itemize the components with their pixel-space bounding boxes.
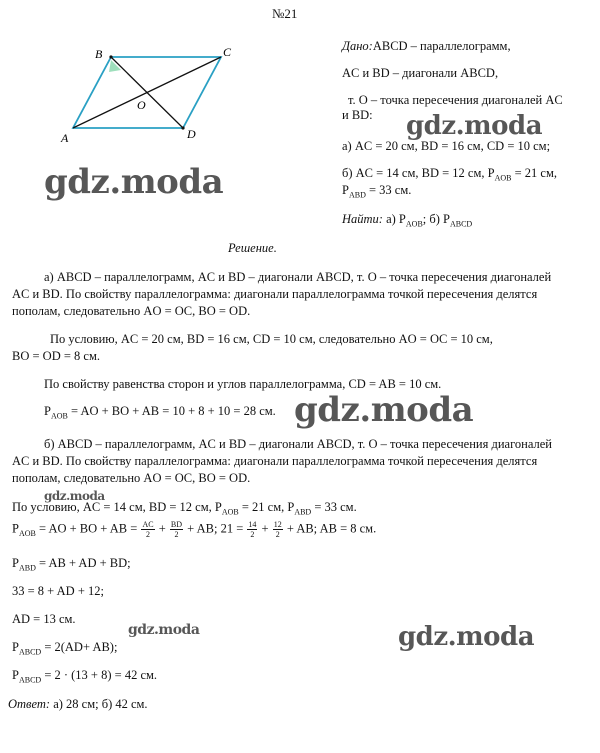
label-c: C <box>223 45 232 59</box>
part-a-p1c: пополам, следовательно AO = OC, BO = OD. <box>12 304 251 318</box>
part-b-p1b: AC и BD. По свойству параллелограмма: диагонали параллелограмма точкой пересечения делятся <box>12 454 538 468</box>
given-case-a: а) AC = 20 см, BD = 16 см, CD = 10 см; <box>342 139 551 153</box>
parallelogram-diagram <box>55 42 245 152</box>
part-a-p1a: а) ABCD – параллелограмм, AC и BD – диагонали ABCD, т. O – точка пересечения диагоналей <box>44 270 552 284</box>
label-d: D <box>187 127 196 141</box>
fraction-ac-2: $\frac{AC}{2}$ <box>142 520 154 539</box>
find-line: Найти: а) $P_{AOB}$; б) $P_{ABCD}$ <box>342 212 473 229</box>
part-b-p1a: б) ABCD – параллелограмм, AC и BD – диагонали ABCD, т. O – точка пересечения диагоналей <box>44 437 552 451</box>
part-b-p4: $P_{ABD}$ = AB + AD + BD; <box>12 556 131 573</box>
part-a-p3: По свойству равенства сторон и углов параллелограмма, CD = AB = 10 см. <box>44 377 442 391</box>
part-a-p1b: AC и BD. По свойству параллелограмма: диагонали параллелограмма точкой пересечения делятся <box>12 287 538 301</box>
watermark-5: gdz.moda <box>128 622 200 638</box>
part-b-p8: $P_{ABCD} = 2 \cdot (13 + 8) = 42$ см. <box>12 668 158 685</box>
given-line-1: Дано:ABCD – параллелограмм, <box>342 39 511 53</box>
given-line-3b: и BD: <box>342 108 373 122</box>
watermark-3: gdz.moda <box>294 390 474 430</box>
watermark-2: gdz.moda <box>406 111 543 141</box>
part-b-p1c: пополам, следовательно AO = OC, BO = OD. <box>12 471 251 485</box>
label-a: A <box>61 131 69 145</box>
part-a-p2b: BO = OD = 8 см. <box>12 349 100 363</box>
answer-line: Ответ: а) 28 см; б) 42 см. <box>8 697 148 711</box>
part-b-p7: $P_{ABCD} = 2(AD+ AB)$; <box>12 640 118 657</box>
given-line-3a: т. O – точка пересечения диагоналей AC <box>348 93 563 107</box>
part-a-p2a: По условию, AC = 20 см, BD = 16 см, CD = 10 см, следовательно AO = OC = 10 см, <box>50 332 493 346</box>
part-b-p3: $P_{AOB}$ = AO + BO + AB = $\frac{AC}{2}$ + $\frac{BD}{2}$ + AB; 21 = $\frac{14}{2}$ + $\frac{12}{2}$ + AB; AB = 8 см. <box>12 520 377 539</box>
fraction-12-2: $\frac{12}{2}$ <box>273 520 282 539</box>
watermark-4: gdz.moda <box>44 489 105 503</box>
watermark-6: gdz.moda <box>398 622 535 652</box>
label-o: O <box>137 98 146 112</box>
given-case-b-2: $P_{ABD} = 33$ см. <box>342 183 412 200</box>
part-b-p5: 33 = 8 + AD + 12; <box>12 584 104 598</box>
point-d <box>181 126 184 129</box>
given-line-2: AC и BD – диагонали ABCD, <box>342 66 499 80</box>
fraction-14-2: $\frac{14}{2}$ <box>248 520 257 539</box>
part-b-p6: AD = 13 см. <box>12 612 76 626</box>
point-b <box>109 55 112 58</box>
label-b: B <box>95 47 103 61</box>
diagonal-bd <box>111 57 183 128</box>
fraction-bd-2: $\frac{BD}{2}$ <box>170 520 183 539</box>
watermark-1: gdz.moda <box>44 162 224 202</box>
given-case-b: б) AC = 14 см, BD = 12 см, $P_{AOB} = 21$ см, <box>342 166 558 183</box>
solution-heading: Решение. <box>228 241 277 255</box>
part-b-p2: По условию, AC = 14 см, BD = 12 см, $P_{AOB} = 21$ см, $P_{ABD} = 33$ см. <box>12 500 357 517</box>
part-a-p4: $P_{AOB}$ = AO + BO + AB = 10 + 8 + 10 = 28 см. <box>44 404 276 421</box>
problem-number: №21 <box>272 6 298 21</box>
